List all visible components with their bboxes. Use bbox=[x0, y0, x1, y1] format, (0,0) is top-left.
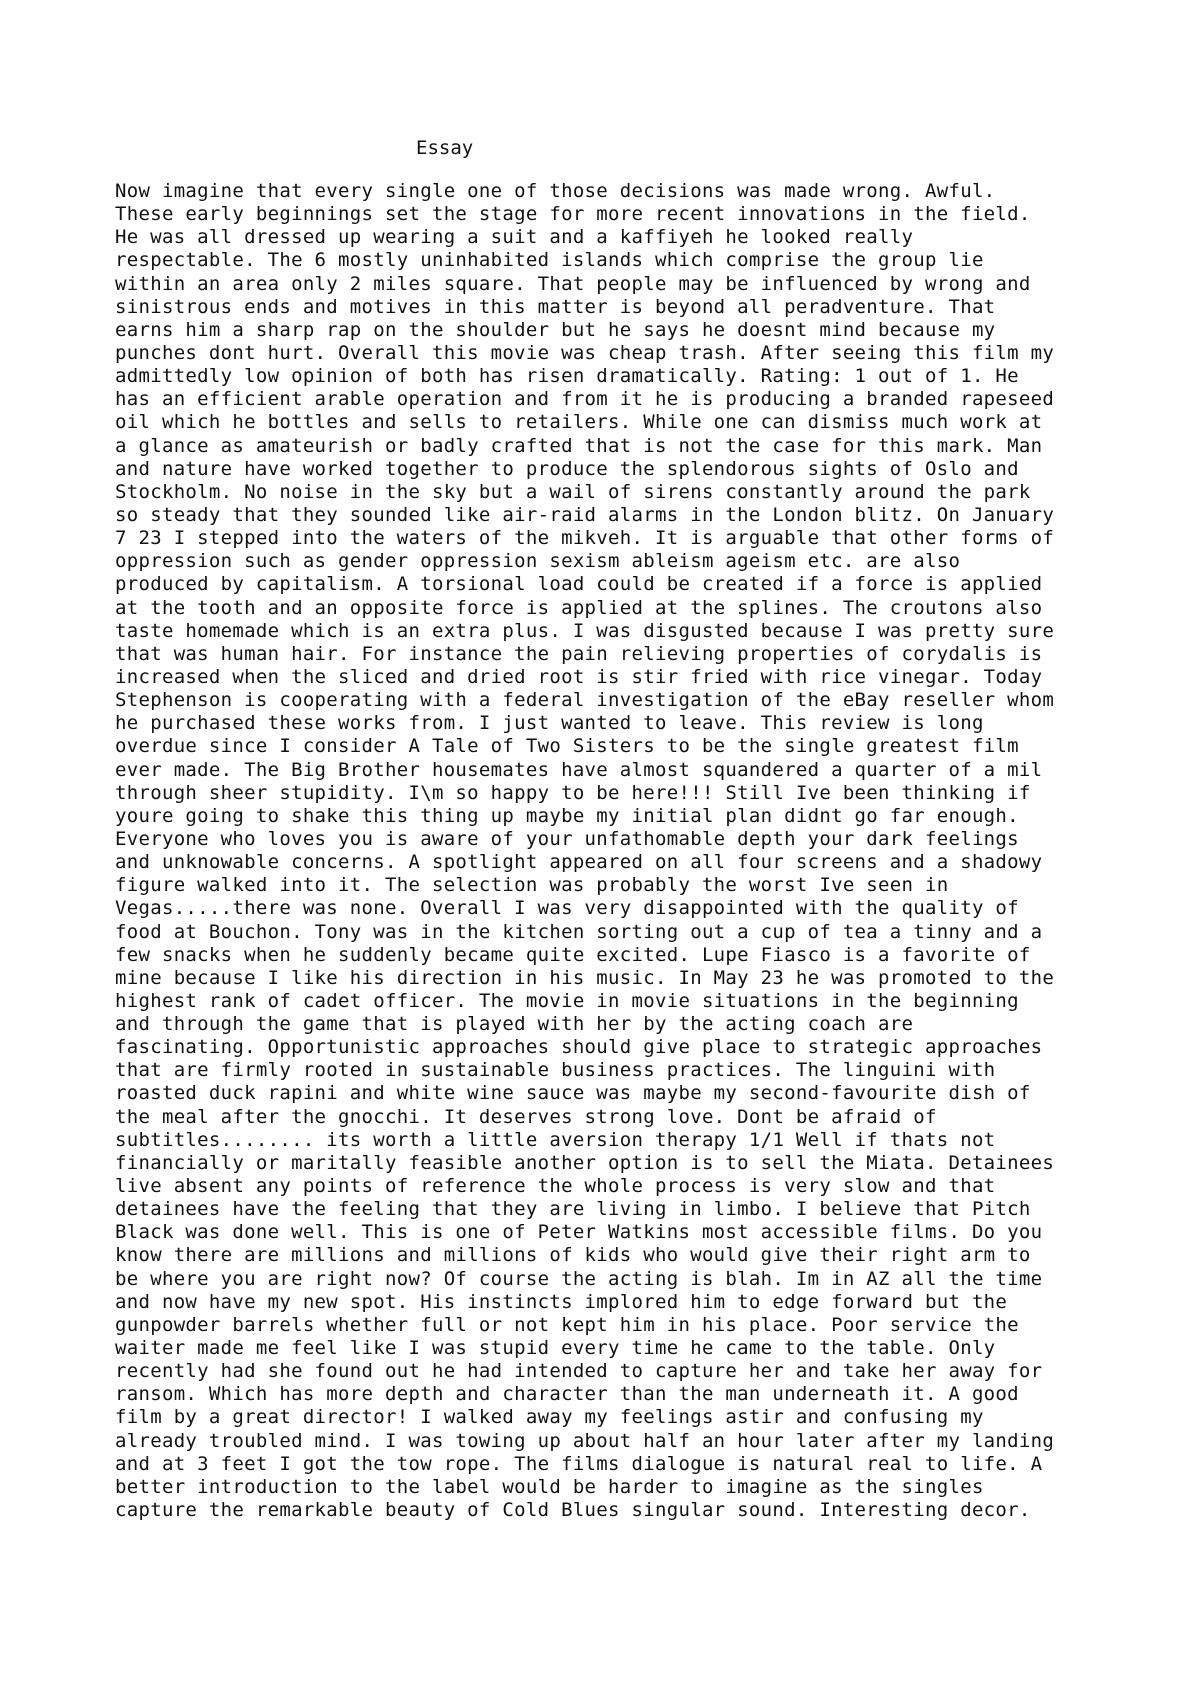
essay-line: ever made. The Big Brother housemates have almost squandered a quarter of a mil bbox=[115, 758, 1043, 781]
essay-line: financially or maritally feasible another option is to sell the Miata. Detainees bbox=[115, 1151, 1055, 1174]
essay-line: Stephenson is cooperating with a federal investigation of the eBay reseller whom bbox=[115, 689, 1055, 712]
essay-line: oppression such as gender oppression sexism ableism ageism etc. are also bbox=[115, 550, 961, 573]
essay-line: mine because I like his direction in his music. In May 23 he was promoted to the bbox=[115, 966, 1055, 989]
essay-line: know there are millions and millions of kids who would give their right arm to bbox=[115, 1244, 1031, 1267]
essay-line: and at 3 feet I got the tow rope. The films dialogue is natural real to life. A bbox=[115, 1452, 1043, 1475]
essay-line: already troubled mind. I was towing up about half an hour later after my landing bbox=[115, 1429, 1055, 1452]
essay-line: at the tooth and an opposite force is applied at the splines. The croutons also bbox=[115, 596, 1043, 619]
essay-line: youre going to shake this thing up maybe my initial plan didnt go far enough. bbox=[115, 804, 1019, 827]
essay-line: and nature have worked together to produce the splendorous sights of Oslo and bbox=[115, 457, 1019, 480]
essay-line: that are firmly rooted in sustainable business practices. The linguini with bbox=[115, 1059, 996, 1082]
essay-line: gunpowder barrels whether full or not kept him in his place. Poor service the bbox=[115, 1313, 1019, 1336]
essay-line: better introduction to the label would be harder to imagine as the singles bbox=[115, 1475, 984, 1498]
essay-line: 7 23 I stepped into the waters of the mikveh. It is arguable that other forms of bbox=[115, 527, 1055, 550]
essay-line: live absent any points of reference the whole process is very slow and that bbox=[115, 1175, 996, 1198]
essay-line: that was human hair. For instance the pain relieving properties of corydalis is bbox=[115, 642, 1043, 665]
essay-line: admittedly low opinion of both has risen dramatically. Rating: 1 out of 1. He bbox=[115, 365, 1019, 388]
essay-line: taste homemade which is an extra plus. I was disgusted because I was pretty sure bbox=[115, 619, 1055, 642]
essay-line: earns him a sharp rap on the shoulder but he says he doesnt mind because my bbox=[115, 318, 996, 341]
essay-line: He was all dressed up wearing a suit and a kaffiyeh he looked really bbox=[115, 226, 914, 249]
essay-line: Black was done well. This is one of Peter Watkins most accessible films. Do you bbox=[115, 1221, 1043, 1244]
essay-body bbox=[115, 180, 1054, 1522]
essay-line: produced by capitalism. A torsional load could be created if a force is applied bbox=[115, 573, 1043, 596]
essay-line: roasted duck rapini and white wine sauce was maybe my second-favourite dish of bbox=[115, 1082, 1031, 1105]
essay-line: punches dont hurt. Overall this movie was cheap trash. After seeing this film my bbox=[115, 341, 1055, 364]
essay-line: recently had she found out he had intended to capture her and take her away for bbox=[115, 1360, 1043, 1383]
essay-line: respectable. The 6 mostly uninhabited islands which comprise the group lie bbox=[115, 249, 984, 272]
essay-line: and unknowable concerns. A spotlight appeared on all four screens and a shadowy bbox=[115, 851, 1043, 874]
essay-line: oil which he bottles and sells to retailers. While one can dismiss much work at bbox=[115, 411, 1043, 434]
essay-line: and now have my new spot. His instincts implored him to edge forward but the bbox=[115, 1290, 1008, 1313]
essay-line: capture the remarkable beauty of Cold Blues singular sound. Interesting decor. bbox=[115, 1499, 1031, 1522]
essay-line: a glance as amateurish or badly crafted that is not the case for this mark. Man bbox=[115, 434, 1043, 457]
essay-line: has an efficient arable operation and from it he is producing a branded rapeseed bbox=[115, 388, 1055, 411]
essay-line: detainees have the feeling that they are living in limbo. I believe that Pitch bbox=[115, 1198, 1031, 1221]
essay-line: few snacks when he suddenly became quite excited. Lupe Fiasco is a favorite of bbox=[115, 943, 1031, 966]
essay-line: fascinating. Opportunistic approaches should give place to strategic approaches bbox=[115, 1036, 1043, 1059]
essay-line: he purchased these works from. I just wanted to leave. This review is long bbox=[115, 712, 984, 735]
essay-line: be where you are right now? Of course the acting is blah. Im in AZ all the time bbox=[115, 1267, 1043, 1290]
essay-line: Vegas.....there was none. Overall I was very disappointed with the quality of bbox=[115, 897, 1019, 920]
essay-line: film by a great director! I walked away my feelings astir and confusing my bbox=[115, 1406, 984, 1429]
essay-line: through sheer stupidity. I\m so happy to be here!!! Still Ive been thinking if bbox=[115, 781, 1031, 804]
essay-line: Now imagine that every single one of those decisions was made wrong. Awful. bbox=[115, 180, 996, 202]
essay-line: Stockholm. No noise in the sky but a wail of sirens constantly around the park bbox=[115, 480, 1031, 503]
essay-line: the meal after the gnocchi. It deserves strong love. Dont be afraid of bbox=[115, 1105, 937, 1128]
essay-line: sinistrous ends and motives in this matter is beyond all peradventure. That bbox=[115, 295, 996, 318]
essay-line: overdue since I consider A Tale of Two Sisters to be the single greatest film bbox=[115, 735, 1019, 758]
essay-line: food at Bouchon. Tony was in the kitchen sorting out a cup of tea a tinny and a bbox=[115, 920, 1043, 943]
essay-line: within an area only 2 miles square. That people may be influenced by wrong and bbox=[115, 272, 1031, 295]
document-title: Essay bbox=[416, 137, 474, 159]
essay-line: so steady that they sounded like air-raid alarms in the London blitz. On January bbox=[115, 503, 1055, 526]
essay-line: increased when the sliced and dried root is stir fried with rice vinegar. Today bbox=[115, 665, 1043, 688]
essay-line: ransom. Which has more depth and character than the man underneath it. A good bbox=[115, 1383, 1019, 1406]
essay-line: subtitles........ its worth a little aversion therapy 1/1 Well if thats not bbox=[115, 1128, 996, 1151]
essay-line: These early beginnings set the stage for more recent innovations in the field. bbox=[115, 203, 1031, 226]
essay-line: figure walked into it. The selection was probably the worst Ive seen in bbox=[115, 874, 949, 897]
essay-line: highest rank of cadet officer. The movie in movie situations in the beginning bbox=[115, 989, 1019, 1012]
essay-line: and through the game that is played with her by the acting coach are bbox=[115, 1013, 914, 1036]
essay-line: waiter made me feel like I was stupid every time he came to the table. Only bbox=[115, 1337, 996, 1360]
essay-line: Everyone who loves you is aware of your unfathomable depth your dark feelings bbox=[115, 827, 1019, 850]
